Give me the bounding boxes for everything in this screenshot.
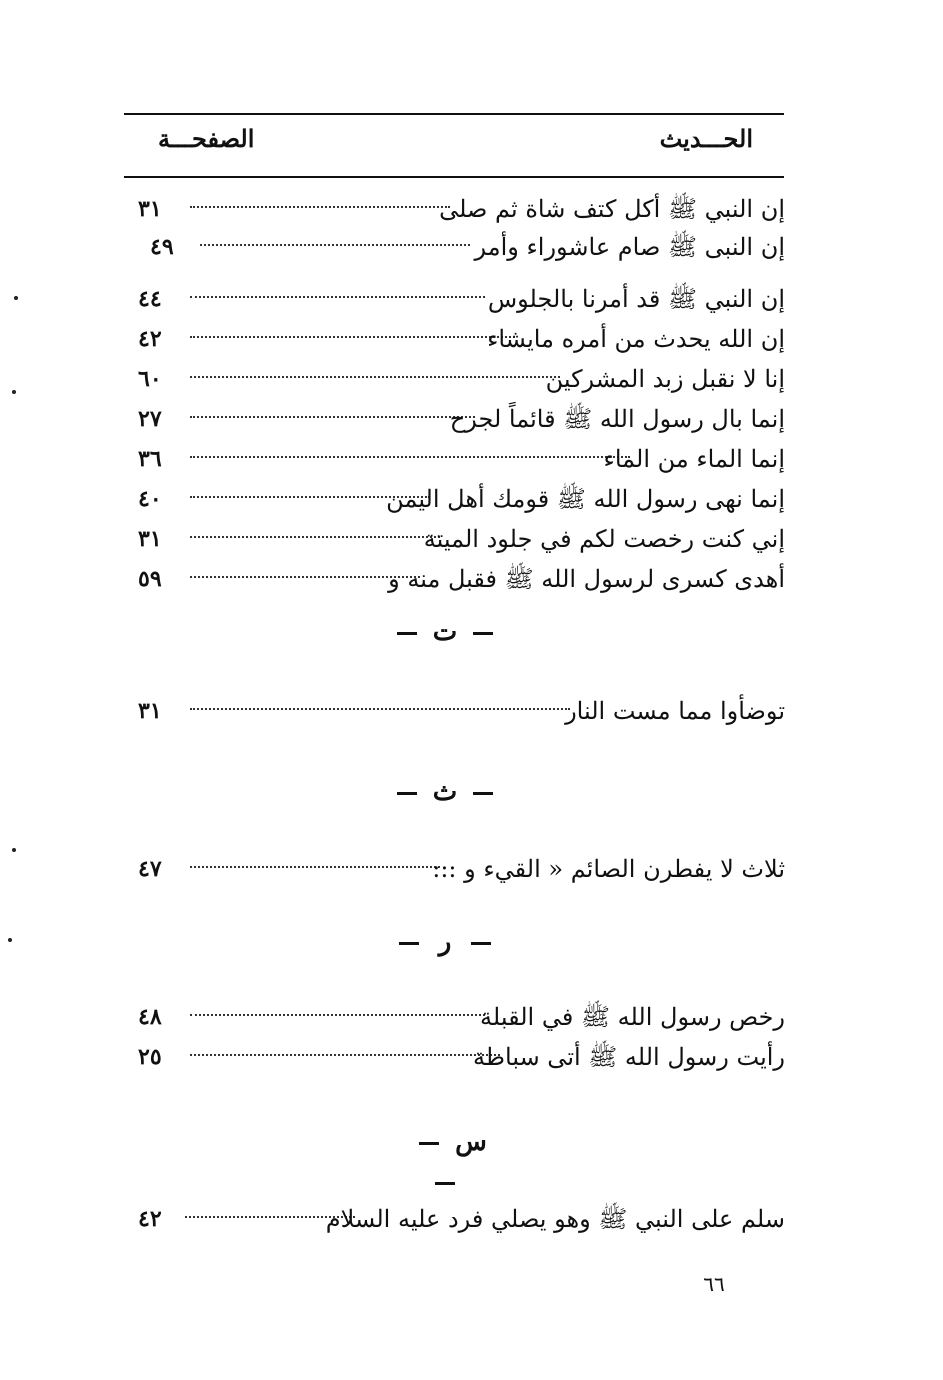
index-entry <box>130 852 785 886</box>
page-ref: ٤٧ <box>138 856 162 882</box>
leader-dots <box>200 244 470 246</box>
scan-speck <box>12 848 16 852</box>
hadith-text: إنا لا نقبل زبد المشركين <box>545 365 785 393</box>
index-entry <box>130 1202 785 1236</box>
section-letter: ت <box>432 617 458 647</box>
hadith-text: ثلاث لا يفطرن الصائم « القيء و ::: <box>432 855 785 883</box>
section-letter: س <box>455 1127 487 1157</box>
leader-dots <box>190 336 515 338</box>
dash-left <box>397 632 417 635</box>
index-entry <box>130 1040 785 1074</box>
scan-speck <box>12 390 16 394</box>
page-ref: ٤٩ <box>150 234 174 260</box>
hadith-text: رأيت رسول الله ﷺ أتى سباطة <box>473 1043 785 1071</box>
hadith-text: إن النبي ﷺ أكل كتف شاة ثم صلى <box>439 195 785 223</box>
hadith-text: إني كنت رخصت لكم في جلود الميتة <box>423 525 785 553</box>
index-entry <box>130 522 785 556</box>
index-entry <box>130 282 785 316</box>
index-entry <box>130 442 785 476</box>
column-header-page: الصفحـــة <box>158 124 255 153</box>
page-ref: ٢٥ <box>138 1044 162 1070</box>
scan-speck <box>14 296 18 300</box>
index-entry <box>130 402 785 436</box>
hadith-text: إنما الماء من الماء <box>603 445 785 473</box>
page-ref: ٥٩ <box>138 566 162 592</box>
hadith-text: إنما نهى رسول الله ﷺ قومك أهل اليمن <box>386 485 785 513</box>
page-number: ٦٦ <box>703 1272 725 1296</box>
hadith-text: إن النبى ﷺ صام عاشوراء وأمر <box>474 233 785 261</box>
hadith-text: إنما بال رسول الله ﷺ قائماً لجرح <box>449 405 785 433</box>
page-ref: ٤٤ <box>138 286 162 312</box>
index-entry <box>130 362 785 396</box>
page-ref: ٣١ <box>138 526 162 552</box>
page-ref: ٣١ <box>138 196 162 222</box>
page-ref: ٢٧ <box>138 406 162 432</box>
section-heading-ra <box>380 922 510 962</box>
leader-dots <box>190 576 420 578</box>
section-heading-tha <box>380 772 510 812</box>
page-ref: ٣٦ <box>138 446 162 472</box>
index-entry <box>130 192 785 226</box>
hadith-text: إن النبي ﷺ قد أمرنا بالجلوس <box>487 285 785 313</box>
hadith-text: سلم على النبي ﷺ وهو يصلي فرد عليه السلام <box>325 1205 785 1233</box>
leader-dots <box>190 536 440 538</box>
section-heading-ta <box>380 612 510 652</box>
leader-dots <box>190 206 450 208</box>
dash-right <box>473 792 493 795</box>
section-letter: ر <box>438 927 452 957</box>
column-header-hadith: الحـــديث <box>659 124 753 153</box>
index-entry <box>130 322 785 356</box>
dash-left <box>397 792 417 795</box>
dash-right <box>435 1182 455 1185</box>
dash-left <box>399 942 419 945</box>
page-ref: ٣١ <box>138 698 162 724</box>
page-ref: ٤٢ <box>138 1206 162 1232</box>
leader-dots <box>190 296 485 298</box>
section-heading-sin <box>380 1122 510 1162</box>
header-bottom-rule <box>124 176 784 178</box>
index-entry <box>130 562 785 596</box>
leader-dots <box>190 708 570 710</box>
leader-dots <box>190 456 630 458</box>
leader-dots <box>190 1014 485 1016</box>
hadith-text: توضأوا مما مست النار <box>565 697 785 725</box>
page-ref: ٤٠ <box>138 486 162 512</box>
page-ref: ٤٨ <box>138 1004 162 1030</box>
leader-dots <box>190 416 475 418</box>
index-entry <box>130 230 785 264</box>
page-ref: ٤٢ <box>138 326 162 352</box>
index-entry <box>130 482 785 516</box>
leader-dots <box>190 866 440 868</box>
hadith-text: أهدى كسرى لرسول الله ﷺ فقبل منه و <box>388 565 785 593</box>
page-ref: ٦٠ <box>138 366 162 392</box>
scan-speck <box>8 938 12 942</box>
hadith-text: رخص رسول الله ﷺ في القبلة <box>480 1003 785 1031</box>
index-entry <box>130 1000 785 1034</box>
header-top-rule <box>124 113 784 115</box>
dash-right <box>471 942 491 945</box>
hadith-text: إن الله يحدث من أمره مايشاء <box>487 325 785 353</box>
leader-dots <box>190 1054 500 1056</box>
dash-right <box>473 632 493 635</box>
leader-dots <box>190 376 560 378</box>
section-letter: ث <box>432 777 458 807</box>
dash-left <box>419 1142 439 1145</box>
index-entry <box>130 694 785 728</box>
